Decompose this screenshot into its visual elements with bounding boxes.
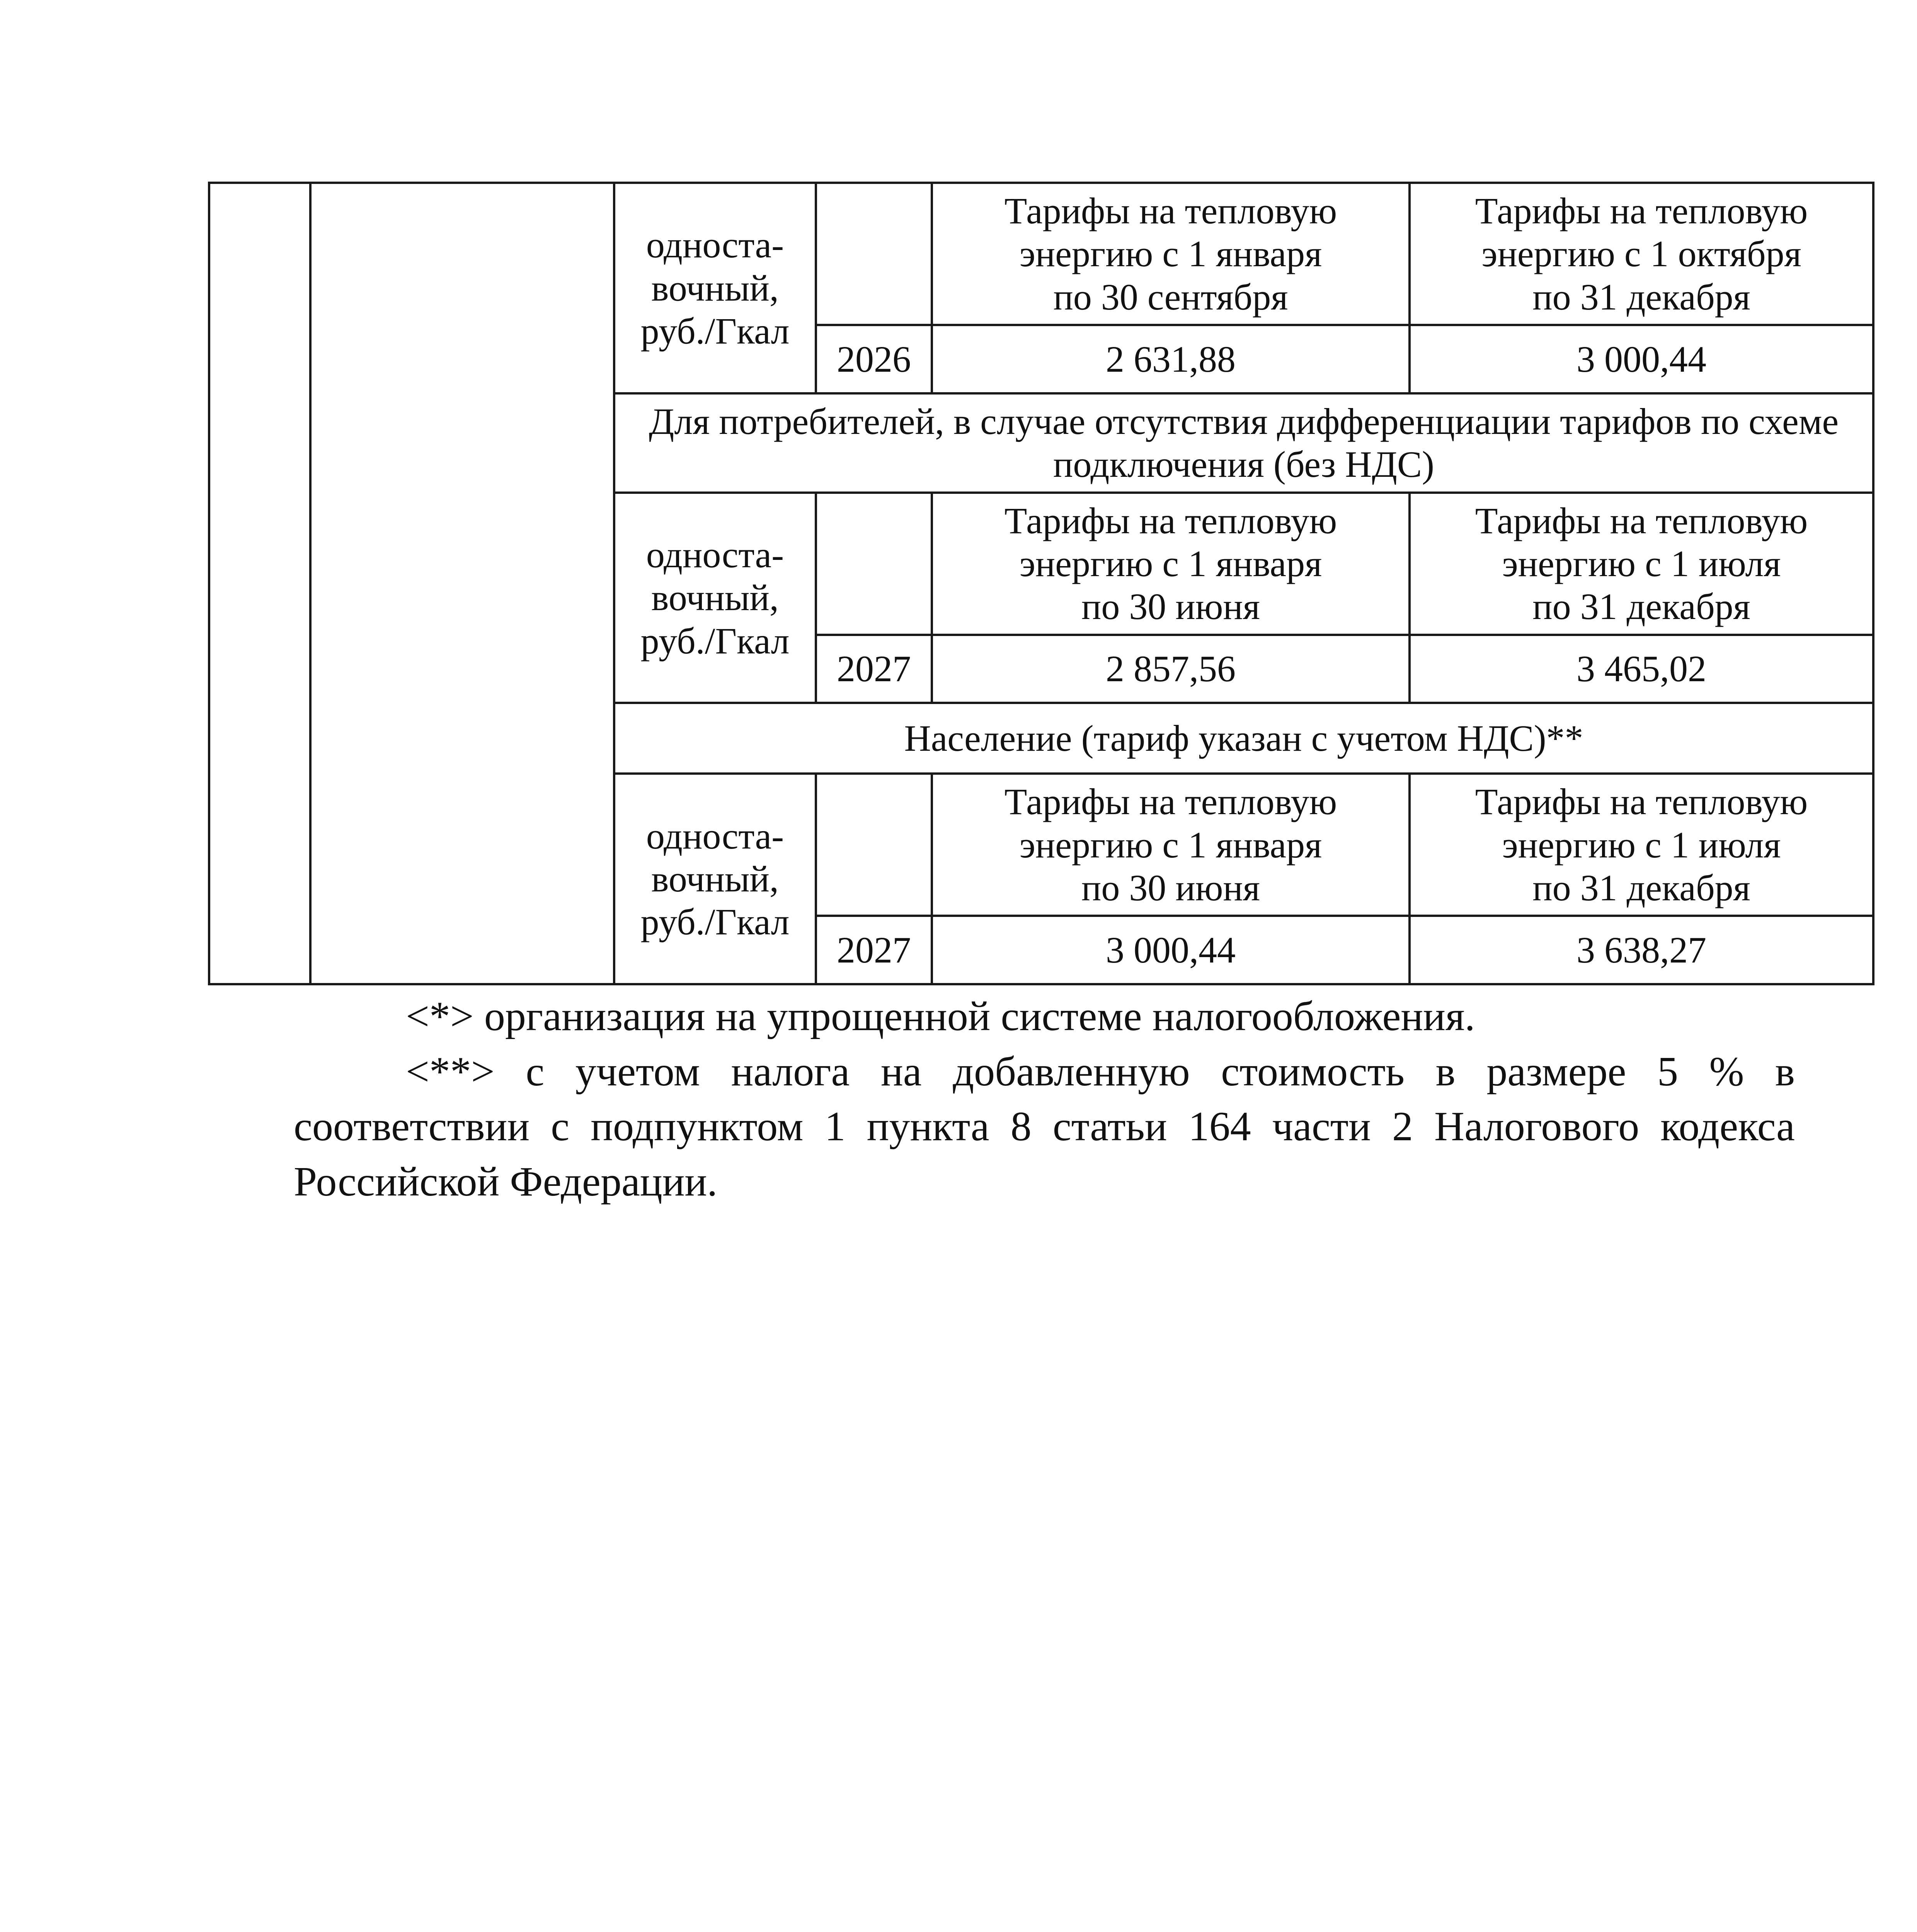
year-cell: 2026	[816, 325, 932, 393]
number-column-cell	[209, 183, 310, 984]
unit-line: вочный,	[651, 267, 779, 309]
period-line: по 30 сентября	[1053, 276, 1288, 318]
unit-line: вочный,	[651, 577, 779, 619]
tariff-table	[208, 182, 1874, 985]
tariff-value-cell: 3 465,02	[1410, 635, 1873, 703]
tariff-value-cell: 3 638,27	[1410, 916, 1873, 984]
period-line: по 31 декабря	[1532, 867, 1750, 908]
period-header-cell	[932, 183, 1410, 325]
period-line: энергию с 1 октября	[1481, 233, 1801, 275]
group-label-cell: Для потребителей, в случае отсутствия дифференциации тарифов по схеме подключения (без НДС)	[614, 393, 1873, 493]
period-header-cell	[1410, 774, 1873, 916]
year-header-cell	[816, 774, 932, 916]
year-header-cell	[816, 493, 932, 635]
period-line: по 31 декабря	[1532, 276, 1750, 318]
unit-line: руб./Гкал	[640, 310, 790, 352]
unit-line: вочный,	[651, 858, 779, 900]
group-label-cell: Население (тариф указан с учетом НДС)**	[614, 703, 1873, 774]
period-header-cell	[1410, 183, 1873, 325]
table-row	[209, 183, 1873, 325]
period-line: энергию с 1 января	[1019, 543, 1322, 585]
period-line: энергию с 1 января	[1019, 233, 1322, 275]
period-line: энергию с 1 июля	[1502, 543, 1781, 585]
organization-column-cell	[310, 183, 614, 984]
tariff-value-cell: 2 857,56	[932, 635, 1410, 703]
period-line: Тарифы на тепловую	[1475, 500, 1808, 541]
period-line: энергию с 1 января	[1019, 824, 1322, 866]
footnotes	[294, 989, 1795, 1209]
unit-line: руб./Гкал	[640, 901, 790, 943]
unit-cell	[614, 774, 816, 984]
tariff-value-cell: 3 000,44	[1410, 325, 1873, 393]
unit-line: односта-	[646, 534, 784, 576]
period-line: Тарифы на тепловую	[1475, 781, 1808, 823]
year-header-cell	[816, 183, 932, 325]
period-line: по 31 декабря	[1532, 586, 1750, 628]
tariff-value-cell: 3 000,44	[932, 916, 1410, 984]
unit-cell	[614, 183, 816, 393]
unit-cell	[614, 493, 816, 703]
unit-line: односта-	[646, 224, 784, 266]
period-line: Тарифы на тепловую	[1004, 500, 1337, 541]
period-line: Тарифы на тепловую	[1004, 190, 1337, 231]
period-line: по 30 июня	[1081, 586, 1260, 628]
period-header-cell	[932, 774, 1410, 916]
unit-line: односта-	[646, 815, 784, 857]
year-cell: 2027	[816, 916, 932, 984]
period-line: энергию с 1 июля	[1502, 824, 1781, 866]
period-header-cell	[1410, 493, 1873, 635]
period-line: Тарифы на тепловую	[1004, 781, 1337, 823]
period-header-cell	[932, 493, 1410, 635]
period-line: по 30 июня	[1081, 867, 1260, 908]
footnote-vat: <**> с учетом налога на добавленную стоимость в размере 5 % в соответствии с подпунктом 1 пункта 8 статьи 164 части 2 Налогового кодекса Российской Федерации.	[294, 1048, 1795, 1205]
tariff-value-cell: 2 631,88	[932, 325, 1410, 393]
period-line: Тарифы на тепловую	[1475, 190, 1808, 231]
unit-line: руб./Гкал	[640, 620, 790, 662]
footnote-simplified-taxation: <*> организация на упрощенной системе налогообложения.	[406, 993, 1475, 1039]
year-cell: 2027	[816, 635, 932, 703]
